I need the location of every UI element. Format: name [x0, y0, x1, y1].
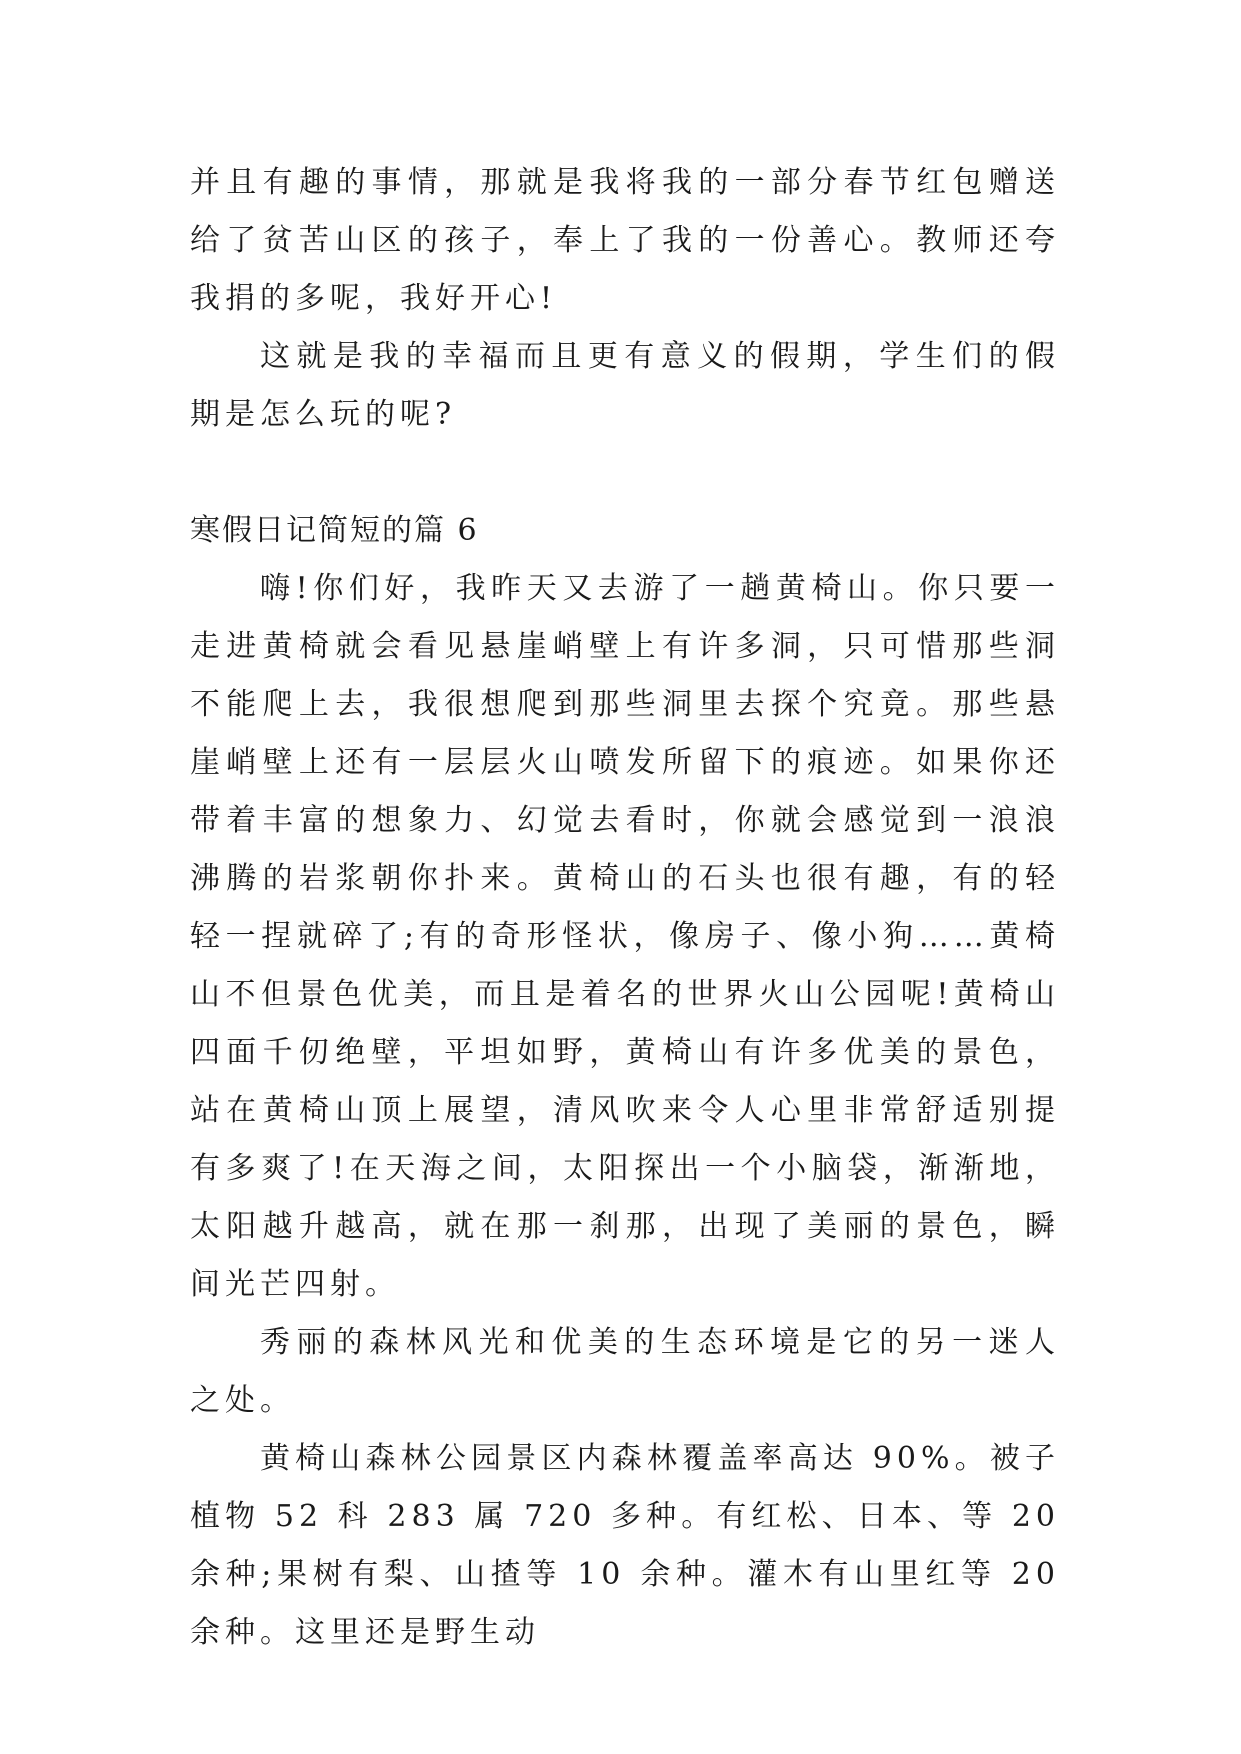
- section-heading: 寒假日记简短的篇 6: [190, 513, 479, 548]
- paragraph-forest-park-stats: 黄椅山森林公园景区内森林覆盖率高达 90%。被子植物 52 科 283 属 720 多种。有红松、日本、等 20 余种;果树有梨、山揸等 10 余种。灌木有山里红等 20 余种。这里还是野生动: [190, 1441, 1060, 1650]
- paragraph-forest-scenery: 秀丽的森林风光和优美的生态环境是它的另一迷人之处。: [190, 1325, 1060, 1418]
- document-body: [190, 154, 1060, 1662]
- paragraph-red-envelope: 并且有趣的事情，那就是我将我的一部分春节红包赠送给了贫苦山区的孩子，奉上了我的一份善心。教师还夸我捐的多呢，我好开心!: [190, 165, 1060, 316]
- paragraph-holiday-question: 这就是我的幸福而且更有意义的假期，学生们的假期是怎么玩的呢?: [190, 339, 1060, 432]
- paragraph-huangyi-mountain: 嗨!你们好，我昨天又去游了一趟黄椅山。你只要一走进黄椅就会看见悬崖峭壁上有许多洞，只可惜那些洞不能爬上去，我很想爬到那些洞里去探个究竟。那些悬崖峭壁上还有一层层火山喷发所留下的痕迹。如果你还带着丰富的想象力、幻觉去看时，你就会感觉到一浪浪沸腾的岩浆朝你扑来。黄椅山的石头也很有趣，有的轻轻一捏就碎了;有的奇形怪状，像房子、像小狗……黄椅山不但景色优美，而且是着名的世界火山公园呢!黄椅山四面千仞绝壁，平坦如野，黄椅山有许多优美的景色，站在黄椅山顶上展望，清风吹来令人心里非常舒适别提有多爽了!在天海之间，太阳探出一个小脑袋，渐渐地，太阳越升越高，就在那一刹那，出现了美丽的景色，瞬间光芒四射。: [190, 571, 1060, 1302]
